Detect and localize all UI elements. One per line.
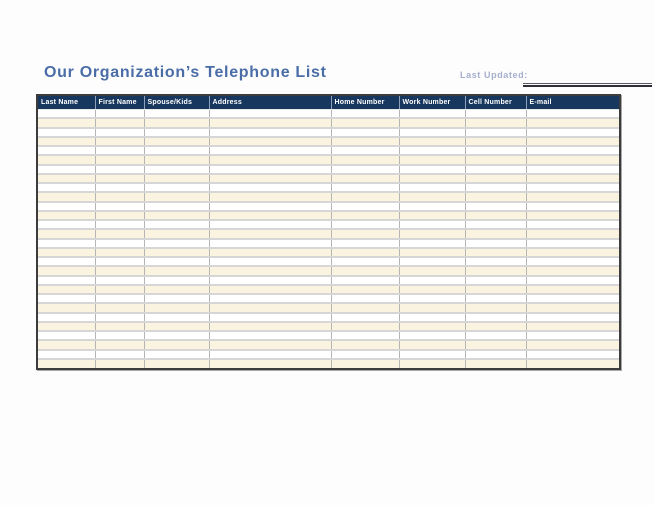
table-cell-cell-number[interactable] bbox=[465, 359, 526, 368]
table-cell-home-number[interactable] bbox=[331, 137, 399, 146]
column-header-first-name[interactable]: First Name bbox=[95, 96, 144, 109]
table-cell-first-name[interactable] bbox=[95, 313, 144, 322]
table-cell-home-number[interactable] bbox=[331, 313, 399, 322]
table-cell-address[interactable] bbox=[209, 174, 331, 183]
table-cell-home-number[interactable] bbox=[331, 359, 399, 368]
table-cell-address[interactable] bbox=[209, 128, 331, 137]
table-cell-address[interactable] bbox=[209, 276, 331, 285]
table-cell-work-number[interactable] bbox=[399, 229, 465, 238]
table-cell-work-number[interactable] bbox=[399, 239, 465, 248]
table-cell-first-name[interactable] bbox=[95, 118, 144, 127]
table-cell-address[interactable] bbox=[209, 340, 331, 349]
table-cell-home-number[interactable] bbox=[331, 340, 399, 349]
table-cell-last-name[interactable] bbox=[38, 192, 95, 201]
table-cell-cell-number[interactable] bbox=[465, 155, 526, 164]
table-cell-first-name[interactable] bbox=[95, 183, 144, 192]
page-title: Our Organization’s Telephone List bbox=[44, 64, 327, 81]
table-cell-work-number[interactable] bbox=[399, 285, 465, 294]
table-row bbox=[38, 229, 619, 238]
table-row bbox=[38, 248, 619, 257]
table-cell-cell-number[interactable] bbox=[465, 128, 526, 137]
table-cell-spouse-kids[interactable] bbox=[144, 220, 209, 229]
table-cell-home-number[interactable] bbox=[331, 239, 399, 248]
table-cell-home-number[interactable] bbox=[331, 174, 399, 183]
table-cell-e-mail[interactable] bbox=[526, 183, 619, 192]
table-cell-first-name[interactable] bbox=[95, 331, 144, 340]
table-cell-work-number[interactable] bbox=[399, 118, 465, 127]
table-cell-cell-number[interactable] bbox=[465, 165, 526, 174]
table-cell-cell-number[interactable] bbox=[465, 220, 526, 229]
table-cell-spouse-kids[interactable] bbox=[144, 128, 209, 137]
table-cell-spouse-kids[interactable] bbox=[144, 248, 209, 257]
table-cell-last-name[interactable] bbox=[38, 266, 95, 275]
table-cell-first-name[interactable] bbox=[95, 257, 144, 266]
table-cell-work-number[interactable] bbox=[399, 313, 465, 322]
table-cell-spouse-kids[interactable] bbox=[144, 183, 209, 192]
table-cell-address[interactable] bbox=[209, 118, 331, 127]
table-cell-first-name[interactable] bbox=[95, 340, 144, 349]
table-cell-spouse-kids[interactable] bbox=[144, 174, 209, 183]
table-cell-cell-number[interactable] bbox=[465, 239, 526, 248]
table-cell-first-name[interactable] bbox=[95, 211, 144, 220]
table-cell-first-name[interactable] bbox=[95, 294, 144, 303]
table-cell-first-name[interactable] bbox=[95, 239, 144, 248]
table-cell-address[interactable] bbox=[209, 192, 331, 201]
table-cell-last-name[interactable] bbox=[38, 118, 95, 127]
table-row bbox=[38, 313, 619, 322]
table-cell-work-number[interactable] bbox=[399, 340, 465, 349]
table-cell-last-name[interactable] bbox=[38, 276, 95, 285]
table-cell-work-number[interactable] bbox=[399, 303, 465, 312]
table-cell-first-name[interactable] bbox=[95, 202, 144, 211]
table-row bbox=[38, 128, 619, 137]
column-header-work-number[interactable]: Work Number bbox=[399, 96, 465, 109]
table-row bbox=[38, 109, 619, 118]
table-cell-spouse-kids[interactable] bbox=[144, 146, 209, 155]
table-cell-address[interactable] bbox=[209, 285, 331, 294]
table-cell-last-name[interactable] bbox=[38, 322, 95, 331]
last-updated-input-line[interactable] bbox=[523, 83, 652, 87]
table-cell-spouse-kids[interactable] bbox=[144, 239, 209, 248]
table-cell-work-number[interactable] bbox=[399, 174, 465, 183]
table-cell-first-name[interactable] bbox=[95, 220, 144, 229]
table-cell-first-name[interactable] bbox=[95, 285, 144, 294]
table-cell-work-number[interactable] bbox=[399, 220, 465, 229]
table-cell-first-name[interactable] bbox=[95, 137, 144, 146]
table-cell-work-number[interactable] bbox=[399, 248, 465, 257]
column-header-home-number[interactable]: Home Number bbox=[331, 96, 399, 109]
table-cell-address[interactable] bbox=[209, 322, 331, 331]
table-cell-home-number[interactable] bbox=[331, 276, 399, 285]
table-cell-spouse-kids[interactable] bbox=[144, 229, 209, 238]
table-cell-home-number[interactable] bbox=[331, 350, 399, 359]
table-cell-e-mail[interactable] bbox=[526, 340, 619, 349]
table-cell-e-mail[interactable] bbox=[526, 239, 619, 248]
table-row bbox=[38, 239, 619, 248]
table-cell-e-mail[interactable] bbox=[526, 331, 619, 340]
table-cell-home-number[interactable] bbox=[331, 118, 399, 127]
table-cell-address[interactable] bbox=[209, 350, 331, 359]
table-cell-address[interactable] bbox=[209, 109, 331, 118]
table-cell-spouse-kids[interactable] bbox=[144, 118, 209, 127]
table-cell-cell-number[interactable] bbox=[465, 257, 526, 266]
table-row bbox=[38, 146, 619, 155]
table-cell-cell-number[interactable] bbox=[465, 350, 526, 359]
table-row bbox=[38, 303, 619, 312]
table-cell-last-name[interactable] bbox=[38, 350, 95, 359]
table-cell-work-number[interactable] bbox=[399, 183, 465, 192]
table-cell-first-name[interactable] bbox=[95, 322, 144, 331]
table-cell-cell-number[interactable] bbox=[465, 137, 526, 146]
table-cell-address[interactable] bbox=[209, 359, 331, 368]
table-cell-e-mail[interactable] bbox=[526, 294, 619, 303]
table-cell-home-number[interactable] bbox=[331, 229, 399, 238]
table-cell-spouse-kids[interactable] bbox=[144, 155, 209, 164]
table-cell-spouse-kids[interactable] bbox=[144, 109, 209, 118]
table-cell-first-name[interactable] bbox=[95, 174, 144, 183]
table-cell-last-name[interactable] bbox=[38, 109, 95, 118]
table-cell-e-mail[interactable] bbox=[526, 248, 619, 257]
table-cell-home-number[interactable] bbox=[331, 165, 399, 174]
table-cell-work-number[interactable] bbox=[399, 359, 465, 368]
table-cell-e-mail[interactable] bbox=[526, 220, 619, 229]
table-cell-last-name[interactable] bbox=[38, 174, 95, 183]
table-cell-spouse-kids[interactable] bbox=[144, 294, 209, 303]
table-cell-work-number[interactable] bbox=[399, 266, 465, 275]
table-cell-address[interactable] bbox=[209, 155, 331, 164]
table-cell-last-name[interactable] bbox=[38, 183, 95, 192]
table-cell-last-name[interactable] bbox=[38, 229, 95, 238]
table-cell-home-number[interactable] bbox=[331, 285, 399, 294]
table-cell-first-name[interactable] bbox=[95, 303, 144, 312]
table-cell-e-mail[interactable] bbox=[526, 350, 619, 359]
table-cell-spouse-kids[interactable] bbox=[144, 359, 209, 368]
table-cell-work-number[interactable] bbox=[399, 128, 465, 137]
table-row bbox=[38, 202, 619, 211]
table-row bbox=[38, 285, 619, 294]
table-cell-last-name[interactable] bbox=[38, 294, 95, 303]
table-cell-cell-number[interactable] bbox=[465, 285, 526, 294]
table-cell-spouse-kids[interactable] bbox=[144, 350, 209, 359]
table-row bbox=[38, 350, 619, 359]
table-cell-work-number[interactable] bbox=[399, 350, 465, 359]
table-cell-e-mail[interactable] bbox=[526, 128, 619, 137]
table-cell-last-name[interactable] bbox=[38, 165, 95, 174]
table-cell-work-number[interactable] bbox=[399, 331, 465, 340]
table-cell-first-name[interactable] bbox=[95, 248, 144, 257]
table-cell-spouse-kids[interactable] bbox=[144, 257, 209, 266]
table-cell-e-mail[interactable] bbox=[526, 174, 619, 183]
table-cell-first-name[interactable] bbox=[95, 146, 144, 155]
table-cell-first-name[interactable] bbox=[95, 192, 144, 201]
table-cell-e-mail[interactable] bbox=[526, 285, 619, 294]
table-cell-address[interactable] bbox=[209, 220, 331, 229]
table-cell-home-number[interactable] bbox=[331, 322, 399, 331]
table-cell-cell-number[interactable] bbox=[465, 192, 526, 201]
last-updated-label: Last Updated: bbox=[460, 70, 528, 80]
table-cell-spouse-kids[interactable] bbox=[144, 211, 209, 220]
table-cell-cell-number[interactable] bbox=[465, 109, 526, 118]
table-cell-work-number[interactable] bbox=[399, 211, 465, 220]
table-cell-cell-number[interactable] bbox=[465, 211, 526, 220]
table-cell-spouse-kids[interactable] bbox=[144, 285, 209, 294]
table-cell-first-name[interactable] bbox=[95, 155, 144, 164]
table-cell-last-name[interactable] bbox=[38, 248, 95, 257]
table-cell-e-mail[interactable] bbox=[526, 109, 619, 118]
table-cell-cell-number[interactable] bbox=[465, 331, 526, 340]
table-row bbox=[38, 340, 619, 349]
table-cell-work-number[interactable] bbox=[399, 109, 465, 118]
table-cell-e-mail[interactable] bbox=[526, 322, 619, 331]
table-cell-last-name[interactable] bbox=[38, 303, 95, 312]
table-cell-address[interactable] bbox=[209, 137, 331, 146]
table-cell-last-name[interactable] bbox=[38, 331, 95, 340]
table-row bbox=[38, 322, 619, 331]
table-cell-work-number[interactable] bbox=[399, 155, 465, 164]
table-cell-first-name[interactable] bbox=[95, 229, 144, 238]
table-cell-spouse-kids[interactable] bbox=[144, 340, 209, 349]
table-cell-address[interactable] bbox=[209, 239, 331, 248]
table-cell-last-name[interactable] bbox=[38, 257, 95, 266]
table-cell-address[interactable] bbox=[209, 331, 331, 340]
table-cell-e-mail[interactable] bbox=[526, 211, 619, 220]
table-cell-first-name[interactable] bbox=[95, 128, 144, 137]
table-cell-address[interactable] bbox=[209, 313, 331, 322]
table-cell-work-number[interactable] bbox=[399, 276, 465, 285]
table-row bbox=[38, 155, 619, 164]
table-cell-e-mail[interactable] bbox=[526, 202, 619, 211]
table-cell-spouse-kids[interactable] bbox=[144, 313, 209, 322]
table-cell-address[interactable] bbox=[209, 165, 331, 174]
table-cell-spouse-kids[interactable] bbox=[144, 165, 209, 174]
table-cell-work-number[interactable] bbox=[399, 202, 465, 211]
table-cell-home-number[interactable] bbox=[331, 202, 399, 211]
table-cell-spouse-kids[interactable] bbox=[144, 202, 209, 211]
column-header-e-mail[interactable]: E-mail bbox=[526, 96, 619, 109]
table-cell-first-name[interactable] bbox=[95, 359, 144, 368]
table-cell-work-number[interactable] bbox=[399, 322, 465, 331]
table-body bbox=[38, 109, 619, 368]
table-cell-home-number[interactable] bbox=[331, 220, 399, 229]
table-cell-cell-number[interactable] bbox=[465, 118, 526, 127]
column-header-spouse-kids[interactable]: Spouse/Kids bbox=[144, 96, 209, 109]
table-cell-e-mail[interactable] bbox=[526, 359, 619, 368]
table-cell-address[interactable] bbox=[209, 229, 331, 238]
table-cell-e-mail[interactable] bbox=[526, 266, 619, 275]
table-cell-last-name[interactable] bbox=[38, 137, 95, 146]
table-cell-cell-number[interactable] bbox=[465, 276, 526, 285]
table-cell-home-number[interactable] bbox=[331, 294, 399, 303]
table-row bbox=[38, 165, 619, 174]
table-row bbox=[38, 118, 619, 127]
column-header-last-name[interactable]: Last Name bbox=[38, 96, 95, 109]
table-cell-spouse-kids[interactable] bbox=[144, 266, 209, 275]
table-cell-spouse-kids[interactable] bbox=[144, 192, 209, 201]
table-row bbox=[38, 331, 619, 340]
table-cell-e-mail[interactable] bbox=[526, 229, 619, 238]
table-cell-cell-number[interactable] bbox=[465, 183, 526, 192]
table-cell-cell-number[interactable] bbox=[465, 340, 526, 349]
table-cell-first-name[interactable] bbox=[95, 350, 144, 359]
table-cell-cell-number[interactable] bbox=[465, 322, 526, 331]
table-row bbox=[38, 294, 619, 303]
table-cell-work-number[interactable] bbox=[399, 192, 465, 201]
table-cell-e-mail[interactable] bbox=[526, 192, 619, 201]
table-cell-address[interactable] bbox=[209, 248, 331, 257]
table-row bbox=[38, 211, 619, 220]
table-cell-home-number[interactable] bbox=[331, 211, 399, 220]
table-row bbox=[38, 192, 619, 201]
table-cell-cell-number[interactable] bbox=[465, 202, 526, 211]
table-cell-first-name[interactable] bbox=[95, 276, 144, 285]
table-cell-last-name[interactable] bbox=[38, 285, 95, 294]
table-cell-address[interactable] bbox=[209, 257, 331, 266]
table-cell-e-mail[interactable] bbox=[526, 155, 619, 164]
table-cell-spouse-kids[interactable] bbox=[144, 276, 209, 285]
table-row bbox=[38, 220, 619, 229]
table-row bbox=[38, 183, 619, 192]
table-cell-e-mail[interactable] bbox=[526, 303, 619, 312]
table-cell-home-number[interactable] bbox=[331, 192, 399, 201]
table-cell-address[interactable] bbox=[209, 303, 331, 312]
table-cell-cell-number[interactable] bbox=[465, 294, 526, 303]
table-cell-last-name[interactable] bbox=[38, 220, 95, 229]
table-cell-cell-number[interactable] bbox=[465, 229, 526, 238]
table-cell-work-number[interactable] bbox=[399, 146, 465, 155]
table-cell-last-name[interactable] bbox=[38, 211, 95, 220]
table-cell-last-name[interactable] bbox=[38, 359, 95, 368]
table-cell-cell-number[interactable] bbox=[465, 266, 526, 275]
table-cell-last-name[interactable] bbox=[38, 239, 95, 248]
table-row bbox=[38, 266, 619, 275]
table-cell-e-mail[interactable] bbox=[526, 146, 619, 155]
table-cell-cell-number[interactable] bbox=[465, 313, 526, 322]
table-cell-home-number[interactable] bbox=[331, 183, 399, 192]
table-cell-address[interactable] bbox=[209, 294, 331, 303]
table-cell-first-name[interactable] bbox=[95, 165, 144, 174]
table-cell-work-number[interactable] bbox=[399, 257, 465, 266]
table-cell-home-number[interactable] bbox=[331, 146, 399, 155]
table-cell-cell-number[interactable] bbox=[465, 146, 526, 155]
table-row bbox=[38, 257, 619, 266]
table-cell-e-mail[interactable] bbox=[526, 276, 619, 285]
table-cell-home-number[interactable] bbox=[331, 128, 399, 137]
table-cell-home-number[interactable] bbox=[331, 303, 399, 312]
table-cell-spouse-kids[interactable] bbox=[144, 303, 209, 312]
table-cell-work-number[interactable] bbox=[399, 137, 465, 146]
table-cell-e-mail[interactable] bbox=[526, 313, 619, 322]
table-cell-home-number[interactable] bbox=[331, 331, 399, 340]
column-header-address[interactable]: Address bbox=[209, 96, 331, 109]
table-cell-address[interactable] bbox=[209, 146, 331, 155]
table-row bbox=[38, 276, 619, 285]
telephone-list-table bbox=[36, 94, 621, 370]
table-cell-home-number[interactable] bbox=[331, 266, 399, 275]
table-row bbox=[38, 137, 619, 146]
table-cell-home-number[interactable] bbox=[331, 109, 399, 118]
table-cell-last-name[interactable] bbox=[38, 340, 95, 349]
table-row bbox=[38, 359, 619, 368]
table-cell-spouse-kids[interactable] bbox=[144, 322, 209, 331]
table-cell-e-mail[interactable] bbox=[526, 165, 619, 174]
table-cell-cell-number[interactable] bbox=[465, 174, 526, 183]
table-cell-last-name[interactable] bbox=[38, 128, 95, 137]
table-cell-cell-number[interactable] bbox=[465, 303, 526, 312]
table-cell-last-name[interactable] bbox=[38, 146, 95, 155]
table-cell-e-mail[interactable] bbox=[526, 118, 619, 127]
table-cell-spouse-kids[interactable] bbox=[144, 137, 209, 146]
table-header-row bbox=[38, 96, 619, 109]
table-cell-address[interactable] bbox=[209, 266, 331, 275]
table-cell-last-name[interactable] bbox=[38, 155, 95, 164]
table-cell-first-name[interactable] bbox=[95, 109, 144, 118]
table-cell-e-mail[interactable] bbox=[526, 137, 619, 146]
table-cell-last-name[interactable] bbox=[38, 202, 95, 211]
table-row bbox=[38, 174, 619, 183]
table-cell-e-mail[interactable] bbox=[526, 257, 619, 266]
table-cell-address[interactable] bbox=[209, 183, 331, 192]
table-cell-work-number[interactable] bbox=[399, 165, 465, 174]
table-cell-home-number[interactable] bbox=[331, 248, 399, 257]
table-cell-address[interactable] bbox=[209, 211, 331, 220]
table-cell-address[interactable] bbox=[209, 202, 331, 211]
table-cell-first-name[interactable] bbox=[95, 266, 144, 275]
table-cell-cell-number[interactable] bbox=[465, 248, 526, 257]
table-cell-home-number[interactable] bbox=[331, 257, 399, 266]
table-cell-last-name[interactable] bbox=[38, 313, 95, 322]
table-cell-spouse-kids[interactable] bbox=[144, 331, 209, 340]
column-header-cell-number[interactable]: Cell Number bbox=[465, 96, 526, 109]
table-cell-home-number[interactable] bbox=[331, 155, 399, 164]
table-cell-work-number[interactable] bbox=[399, 294, 465, 303]
